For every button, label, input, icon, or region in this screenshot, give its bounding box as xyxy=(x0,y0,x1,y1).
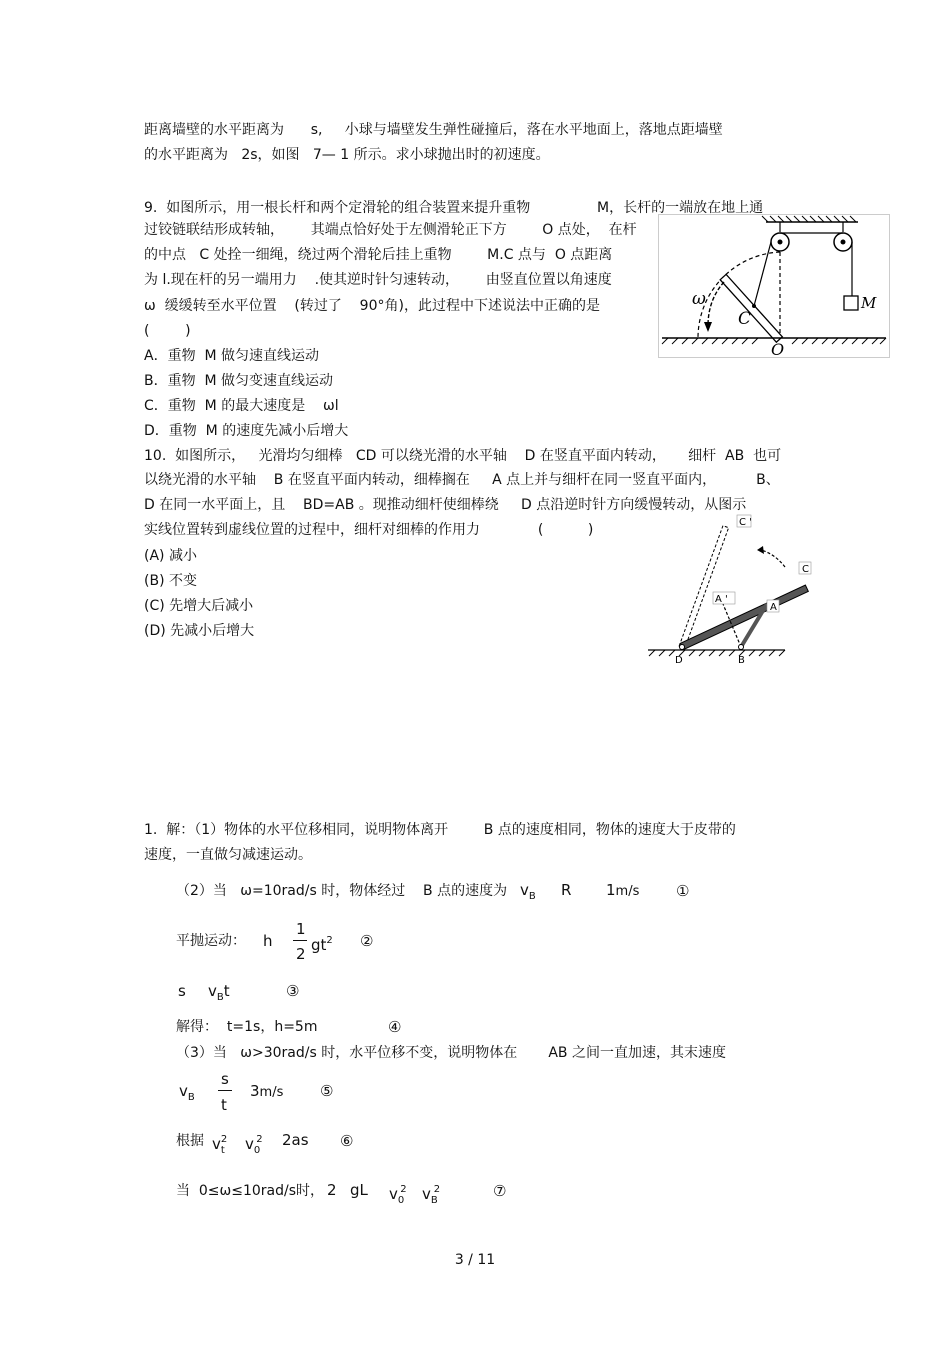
label-d: D xyxy=(675,655,683,666)
label-b: B xyxy=(738,655,745,666)
eq5-s: s xyxy=(221,1070,229,1088)
q10-option-a: (A) 减小 xyxy=(144,548,197,564)
q9-option-b: B．重物 M 做匀变速直线运动 xyxy=(144,373,334,389)
q9-option-d: D．重物 M 的速度先减小后增大 xyxy=(144,423,349,439)
answer1-line-1: 1. 解：（1）物体的水平位移相同，说明物体离开 B 点的速度相同，物体的速度大于皮带的 xyxy=(144,822,736,838)
eq5-value: 3m/s xyxy=(250,1082,284,1100)
q10-line-4: 实线位置转到虚线位置的过程中，细杆对细棒的作用力 ( ) xyxy=(144,522,594,538)
mark-3: ③ xyxy=(286,982,300,1000)
step2-text: （2）当 ω=10rad/s 时，物体经过 B 点的速度为 xyxy=(176,883,508,899)
eq2-frac-num: 1 xyxy=(296,920,306,938)
q9-option-a: A．重物 M 做匀速直线运动 xyxy=(144,348,320,364)
mark-5: ⑤ xyxy=(320,1082,334,1100)
mark-4: ④ xyxy=(388,1018,402,1036)
q10-line-2: 以绕光滑的水平轴 B 在竖直平面内转动，细棒搁在 A 点上并与细杆在同一竖直平面内， B、 xyxy=(144,472,780,488)
label-a: A xyxy=(770,602,777,613)
step3-text: （3）当 ω>30rad/s 时，水平位移不变，说明物体在 AB 之间一直加速，其末速度 xyxy=(176,1045,726,1061)
eq5-vb: $v_B$ xyxy=(179,1082,195,1103)
step2-vb: $v_B$ xyxy=(520,881,536,902)
q9-line-5: ω 缓缓转至水平位置 (转过了 90°角)，此过程中下述说法中正确的是 xyxy=(144,298,600,314)
eq2-frac-den: 2 xyxy=(296,945,306,963)
condition-line: 当 0≤ω≤10rad/s时， xyxy=(176,1183,325,1199)
eq6-vt: $v_t^2$ xyxy=(212,1134,228,1156)
label-c-prime: C ' xyxy=(739,517,752,528)
step2-r: R xyxy=(561,881,572,899)
mark-6: ⑥ xyxy=(340,1132,354,1150)
eq5-t: t xyxy=(221,1096,227,1114)
eq2-h: h xyxy=(263,932,273,950)
label-omega: ω xyxy=(692,289,706,309)
eq3-vbt: $v_Bt$ xyxy=(208,982,230,1003)
q10-line-1: 10. 如图所示， 光滑均匀细棒 CD 可以绕光滑的水平轴 D 在竖直平面内转动， 细杆 AB 也可 xyxy=(144,448,782,464)
q9-line-2: 过铰链联结形成转轴， 其端点恰好处于左侧滑轮正下方 O 点处， 在杆 xyxy=(144,222,637,238)
eq2-gt: $gt^2$ xyxy=(311,935,333,954)
eq7-two: 2 xyxy=(327,1181,337,1199)
mark-2: ② xyxy=(360,932,374,950)
eq6-v0: $v_0^2$ xyxy=(245,1134,263,1156)
page-number: 3 / 11 xyxy=(454,1252,496,1268)
answer1-line-2: 速度，一直做匀减速运动。 xyxy=(144,847,312,863)
genju-label: 根据 xyxy=(176,1133,204,1149)
solve-line: 解得： t=1s，h=5m xyxy=(176,1019,318,1035)
label-c: C xyxy=(802,564,809,575)
mark-7: ⑦ xyxy=(493,1182,507,1200)
mark-1: ① xyxy=(676,882,690,900)
fraction-bar-5 xyxy=(218,1090,232,1091)
label-c: C xyxy=(738,309,752,329)
mass-box-icon xyxy=(844,296,858,310)
step2-value: 1m/s xyxy=(606,881,640,899)
q10-option-d: (D) 先减小后增大 xyxy=(144,623,255,639)
q9-line-4: 为 l.现在杆的另一端用力 .使其逆时针匀速转动， 由竖直位置以角速度 xyxy=(144,272,612,288)
q10-option-c: (C) 先增大后减小 xyxy=(144,598,254,614)
eq3-s: s xyxy=(178,982,186,1000)
eq7-vb: $v_B^2$ xyxy=(422,1184,441,1206)
q9-pulley-figure xyxy=(658,214,890,358)
eq6-2as: 2as xyxy=(282,1131,309,1149)
label-a-prime: A ' xyxy=(715,594,728,605)
fraction-bar xyxy=(293,940,307,941)
pingpao-label: 平抛运动： xyxy=(176,933,246,949)
intro-line-2: 的水平距离为 2s，如图 7— 1 所示。求小球抛出时的初速度。 xyxy=(144,147,550,163)
q9-line-3: 的中点 C 处拴一细绳，绕过两个滑轮后挂上重物 M.C 点与 O 点距离 xyxy=(144,247,613,263)
label-m: M xyxy=(861,294,877,312)
q9-line-6: ( ) xyxy=(144,323,191,339)
label-o: O xyxy=(771,340,785,358)
q9-option-c: C．重物 M 的最大速度是 ωl xyxy=(144,398,339,414)
eq7-gl: gL xyxy=(350,1181,368,1199)
q10-rod-figure xyxy=(645,512,835,667)
eq7-v0: $v_0^2$ xyxy=(389,1184,407,1206)
q9-line-1: 9. 如图所示，用一根长杆和两个定滑轮的组合装置来提升重物 M，长杆的一端放在地上通 xyxy=(144,200,764,216)
q10-line-3: D 在同一水平面上，且 BD=AB 。现推动细杆使细棒绕 D 点沿逆时针方向缓慢转动，从图示 xyxy=(144,497,747,513)
intro-line-1: 距离墙壁的水平距离为 s, 小球与墙壁发生弹性碰撞后，落在水平地面上，落地点距墙壁 xyxy=(144,122,723,138)
q10-option-b: (B) 不变 xyxy=(144,573,197,589)
